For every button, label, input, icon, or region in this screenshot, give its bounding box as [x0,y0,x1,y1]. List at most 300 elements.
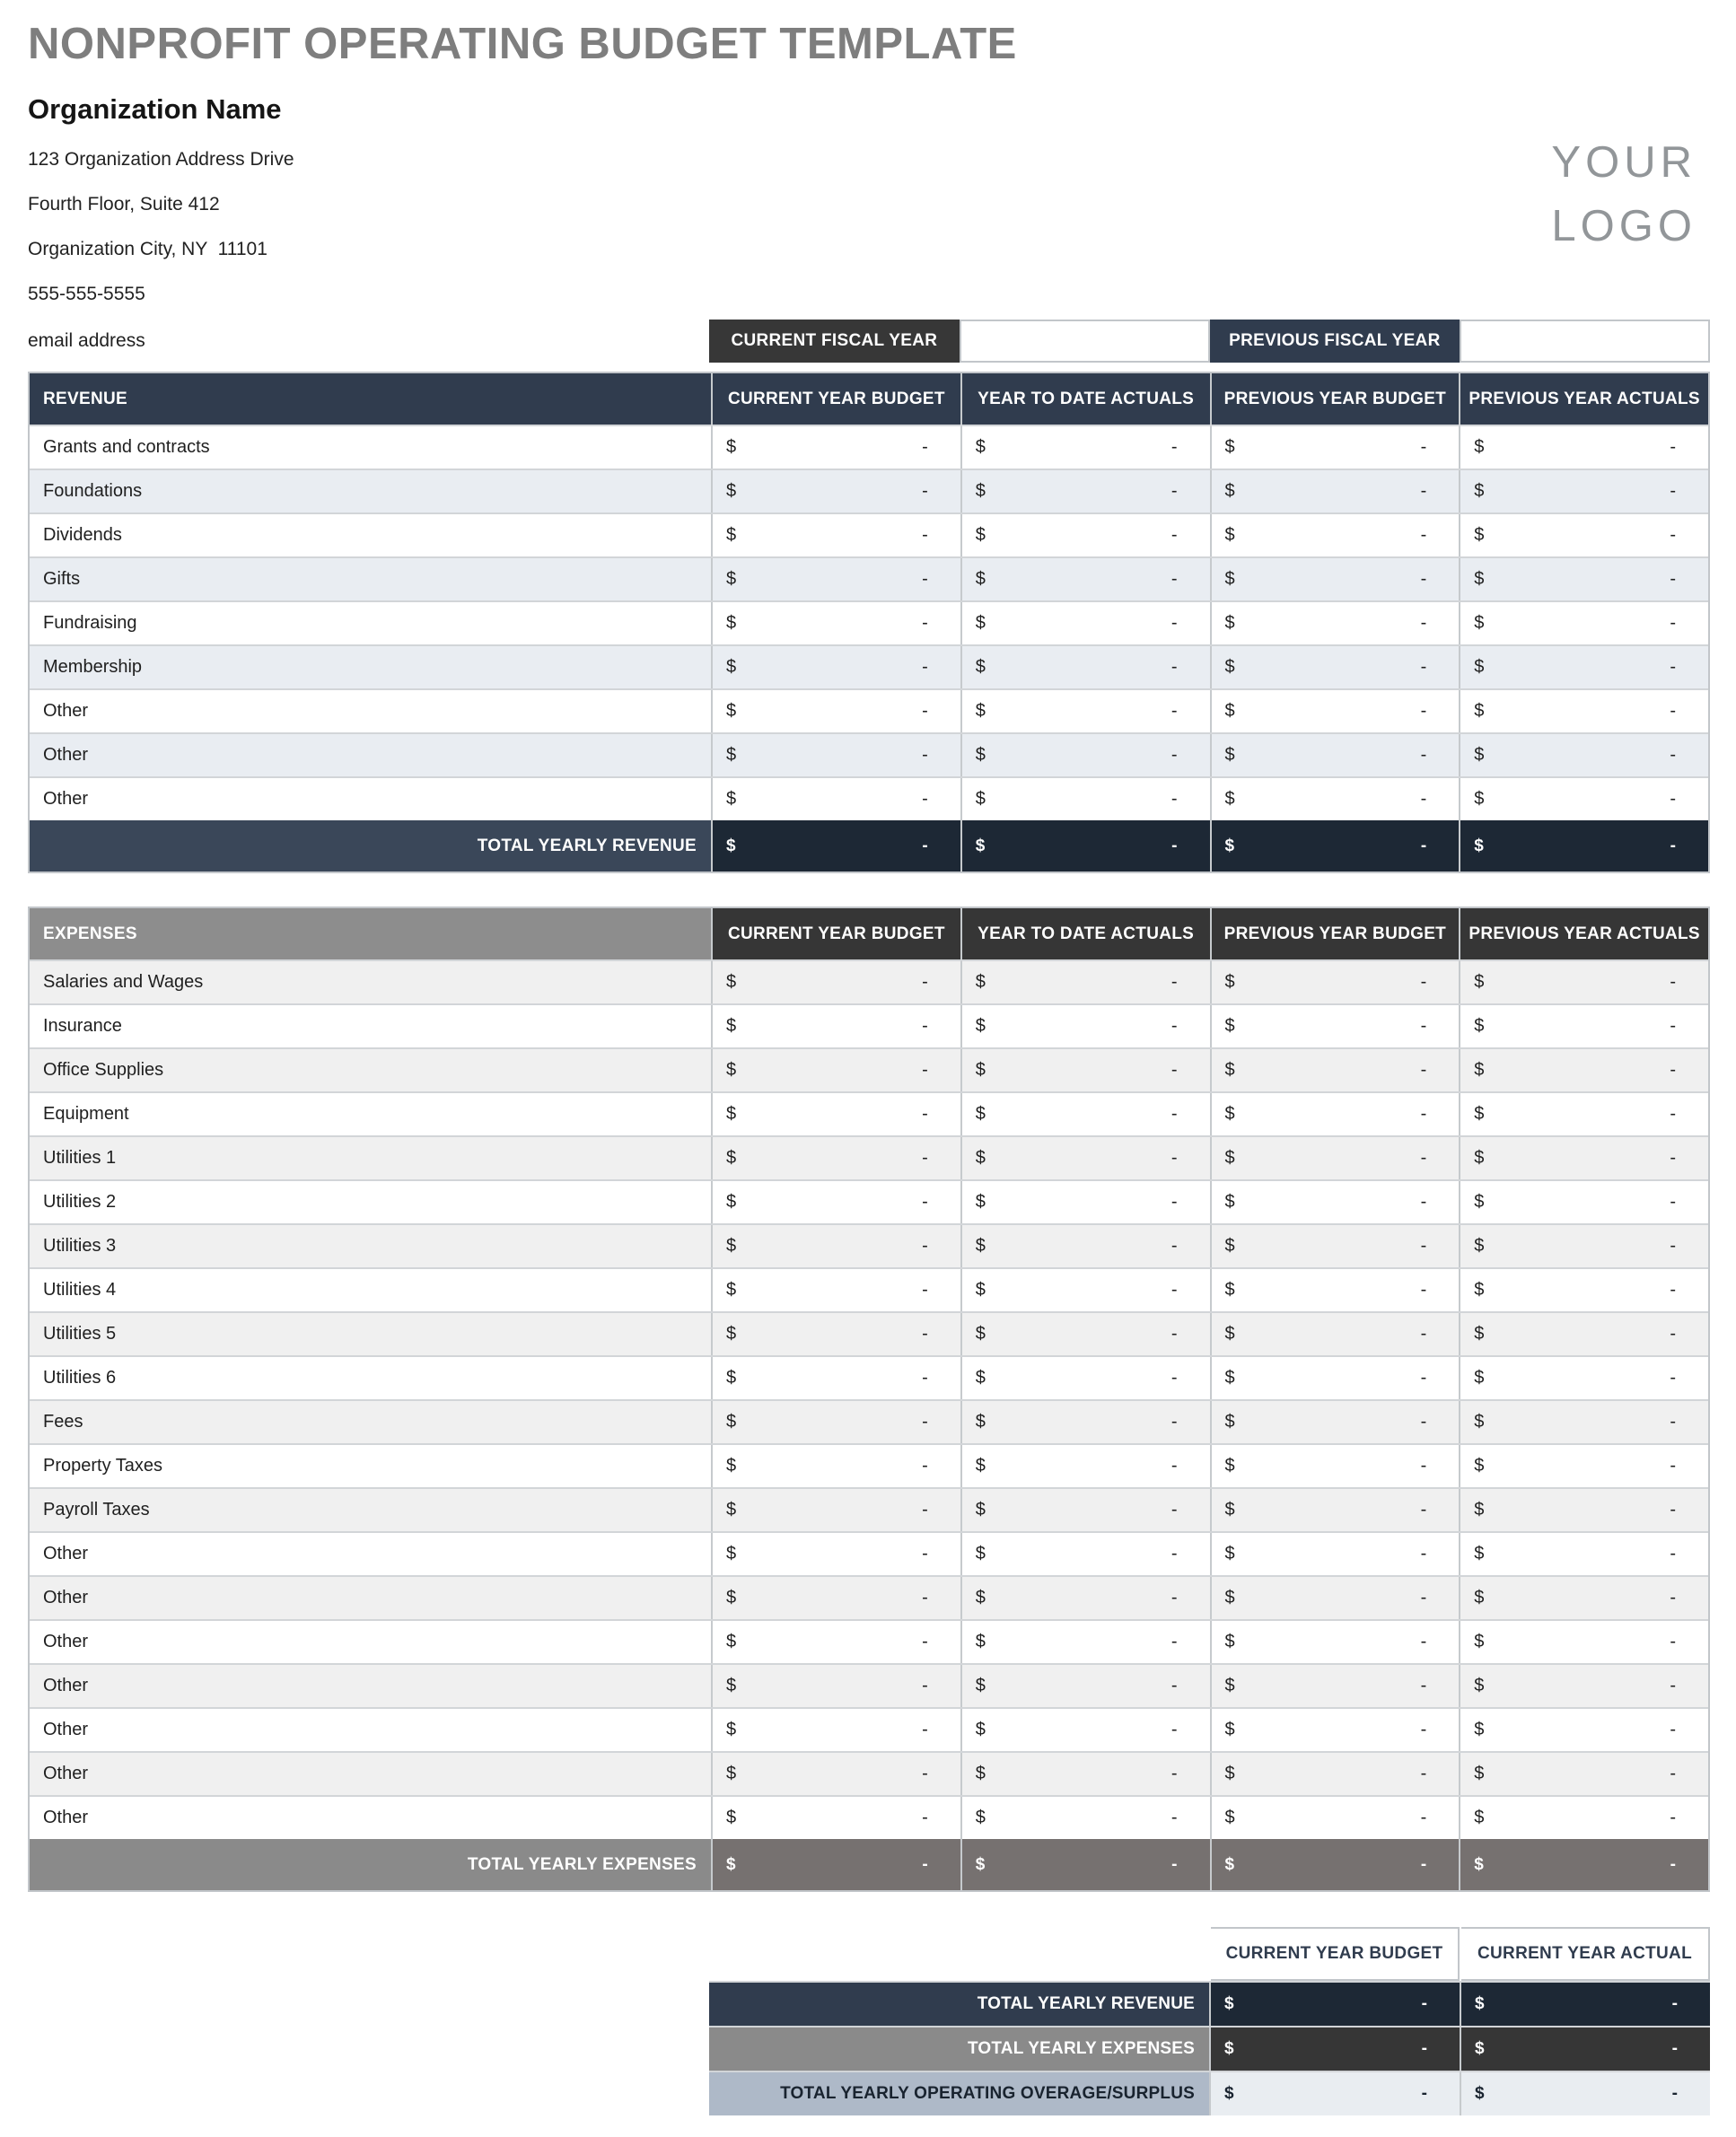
amount-cell[interactable] [711,426,960,469]
table-row [30,1179,1708,1223]
amount-cell[interactable] [960,1797,1210,1839]
amount-cell[interactable] [711,1357,960,1399]
row-label[interactable]: Other [43,1632,89,1651]
amount-cell[interactable] [960,646,1210,688]
amount-cell[interactable] [1459,778,1708,820]
total-amount-cell[interactable] [711,820,960,871]
currency-symbol: $ [726,1632,737,1651]
currency-symbol: $ [1474,1236,1485,1256]
currency-symbol: $ [1224,437,1235,457]
currency-symbol: $ [975,1368,986,1388]
currency-symbol: $ [726,1676,737,1695]
currency-symbol: $ [1474,1854,1484,1874]
amount-placeholder: - [922,1720,928,1739]
amount-placeholder: - [1671,1994,1678,2013]
summary-amount-cell[interactable] [1460,2028,1710,2071]
amount-cell[interactable] [1210,1621,1460,1663]
amount-cell[interactable] [711,646,960,688]
currency-symbol: $ [1224,2084,1234,2103]
total-amount-cell[interactable] [960,1839,1210,1890]
row-label[interactable]: Insurance [43,1016,122,1036]
amount-cell[interactable] [1459,1709,1708,1751]
amount-placeholder: - [1670,1236,1676,1256]
amount-cell[interactable] [711,1005,960,1047]
amount-cell[interactable] [1210,1709,1460,1751]
table-row [30,1487,1708,1531]
currency-symbol: $ [1474,1632,1485,1651]
email-fiscal-row [28,320,1710,363]
amount-placeholder: - [1170,1764,1178,1783]
row-label[interactable]: Equipment [43,1104,129,1124]
currency-symbol: $ [1474,437,1485,457]
currency-symbol: $ [1224,1588,1235,1607]
amount-cell[interactable] [1459,1401,1708,1443]
currency-symbol: $ [1224,1280,1235,1300]
amount-cell[interactable] [1459,1093,1708,1135]
amount-placeholder: - [1420,657,1427,677]
currency-symbol: $ [1474,1544,1485,1563]
row-label[interactable]: Other [43,1544,89,1563]
revenue-section-header: REVENUE [30,373,711,425]
amount-cell[interactable] [1459,1489,1708,1531]
previous-fiscal-year-input[interactable] [1460,320,1710,363]
amount-cell[interactable] [1459,1137,1708,1179]
currency-symbol: $ [1474,1368,1485,1388]
currency-symbol: $ [1224,481,1235,501]
row-label[interactable]: Property Taxes [43,1456,163,1476]
amount-cell[interactable] [711,1753,960,1795]
amount-cell[interactable] [1459,1005,1708,1047]
column-header-previous-year-budget: PREVIOUS YEAR BUDGET [1210,908,1460,959]
currency-symbol: $ [1224,701,1235,721]
amount-cell[interactable] [1459,1533,1708,1575]
current-fiscal-year-label: CURRENT FISCAL YEAR [709,320,960,363]
currency-symbol: $ [726,613,737,633]
amount-placeholder: - [1420,1236,1427,1256]
amount-cell[interactable] [960,1137,1210,1179]
amount-cell[interactable] [711,1709,960,1751]
amount-placeholder: - [1170,701,1178,721]
amount-cell[interactable] [1459,1797,1708,1839]
currency-symbol: $ [1475,2039,1485,2058]
currency-symbol: $ [1224,1456,1235,1476]
amount-placeholder: - [922,1588,928,1607]
currency-symbol: $ [1224,1236,1235,1256]
amount-cell[interactable] [960,1533,1210,1575]
previous-fiscal-year-label: PREVIOUS FISCAL YEAR [1210,320,1460,363]
expenses-total-label: TOTAL YEARLY EXPENSES [30,1839,711,1890]
row-label[interactable]: Payroll Taxes [43,1500,150,1520]
currency-symbol: $ [1224,1368,1235,1388]
org-email: email address [28,330,145,351]
amount-cell[interactable] [1459,1269,1708,1311]
amount-cell[interactable] [711,1049,960,1091]
summary-amount-cell[interactable] [1209,2072,1460,2115]
amount-placeholder: - [1170,1060,1178,1080]
expenses-total-row [30,1839,1708,1890]
currency-symbol: $ [975,1324,986,1344]
amount-cell[interactable] [960,1049,1210,1091]
amount-placeholder: - [1170,1544,1178,1563]
row-label[interactable]: Other [43,789,89,809]
amount-cell[interactable] [711,961,960,1003]
amount-cell[interactable] [1210,1401,1460,1443]
summary-row-total-expenses [709,2026,1710,2071]
amount-cell[interactable] [1210,1445,1460,1487]
table-row [30,776,1708,820]
row-label[interactable]: Gifts [43,569,81,589]
amount-cell[interactable] [1459,1445,1708,1487]
amount-cell[interactable] [1210,1049,1460,1091]
amount-cell[interactable] [1210,1665,1460,1707]
expenses-table [28,906,1710,1892]
row-label[interactable]: Other [43,1720,89,1739]
table-row [30,1003,1708,1047]
amount-cell[interactable] [1210,734,1460,776]
amount-placeholder: - [1170,745,1178,765]
amount-cell[interactable] [1459,1181,1708,1223]
currency-symbol: $ [1474,836,1484,855]
total-amount-cell[interactable] [1459,1839,1708,1890]
currency-symbol: $ [726,1324,737,1344]
amount-placeholder: - [1421,2039,1427,2058]
amount-cell[interactable] [1459,1313,1708,1355]
amount-cell[interactable] [711,514,960,556]
org-address-line3: Organization City, NY 11101 [28,239,267,259]
amount-cell[interactable] [711,1445,960,1487]
row-label[interactable]: Other [43,1676,89,1695]
table-row [30,1575,1708,1619]
currency-symbol: $ [975,1632,986,1651]
amount-cell[interactable] [960,470,1210,512]
amount-cell[interactable] [1210,690,1460,732]
currency-symbol: $ [975,1280,986,1300]
amount-cell[interactable] [711,1621,960,1663]
amount-cell[interactable] [960,961,1210,1003]
currency-symbol: $ [1224,569,1235,589]
amount-placeholder: - [1670,481,1676,501]
amount-placeholder: - [1170,525,1178,545]
currency-symbol: $ [1474,1500,1485,1520]
amount-placeholder: - [1670,613,1676,633]
row-label[interactable]: Utilities 3 [43,1236,117,1256]
amount-placeholder: - [922,569,928,589]
currency-symbol: $ [975,1236,986,1256]
amount-cell[interactable] [1459,690,1708,732]
total-amount-cell[interactable] [1210,1839,1460,1890]
currency-symbol: $ [1474,1764,1485,1783]
amount-cell[interactable] [711,690,960,732]
currency-symbol: $ [1224,1764,1235,1783]
row-label[interactable]: Other [43,1808,89,1827]
amount-cell[interactable] [960,1489,1210,1531]
amount-cell[interactable] [960,1621,1210,1663]
amount-cell[interactable] [960,1357,1210,1399]
total-amount-cell[interactable] [711,1839,960,1890]
currency-symbol: $ [726,657,737,677]
amount-cell[interactable] [1459,1357,1708,1399]
currency-symbol: $ [1474,1720,1485,1739]
row-label[interactable]: Utilities 5 [43,1324,117,1344]
amount-placeholder: - [1670,972,1676,992]
current-fiscal-year-input[interactable] [960,320,1210,363]
summary-amount-cell[interactable] [1460,1983,1710,2026]
amount-cell[interactable] [711,734,960,776]
amount-placeholder: - [1170,1104,1178,1124]
amount-cell[interactable] [711,1665,960,1707]
table-row [30,1223,1708,1267]
amount-cell[interactable] [960,1445,1210,1487]
amount-cell[interactable] [960,1225,1210,1267]
row-label[interactable]: Grants and contracts [43,437,210,457]
currency-symbol: $ [726,745,737,765]
currency-symbol: $ [1224,745,1235,765]
currency-symbol: $ [975,1500,986,1520]
amount-placeholder: - [922,613,928,633]
amount-cell[interactable] [1210,778,1460,820]
amount-placeholder: - [1670,1104,1676,1124]
currency-symbol: $ [1224,1720,1235,1739]
amount-placeholder: - [1420,569,1427,589]
amount-placeholder: - [1420,437,1427,457]
table-row [30,556,1708,600]
amount-placeholder: - [1671,2039,1678,2058]
total-amount-cell[interactable] [960,820,1210,871]
currency-symbol: $ [1475,1994,1485,2013]
amount-cell[interactable] [1210,1137,1460,1179]
currency-symbol: $ [1224,1148,1235,1168]
amount-cell[interactable] [960,602,1210,644]
row-label[interactable]: Other [43,745,89,765]
amount-placeholder: - [1170,1368,1178,1388]
amount-placeholder: - [1170,1324,1178,1344]
currency-symbol: $ [1224,613,1235,633]
amount-cell[interactable] [711,558,960,600]
amount-cell[interactable] [1210,514,1460,556]
amount-cell[interactable] [1459,1753,1708,1795]
amount-cell[interactable] [1459,602,1708,644]
amount-placeholder: - [1670,657,1676,677]
currency-symbol: $ [975,1104,986,1124]
amount-cell[interactable] [711,1577,960,1619]
amount-cell[interactable] [1459,734,1708,776]
amount-placeholder: - [1171,1854,1178,1874]
row-label[interactable]: Utilities 1 [43,1148,117,1168]
total-amount-cell[interactable] [1210,820,1460,871]
amount-cell[interactable] [960,1005,1210,1047]
row-label[interactable]: Other [43,701,89,721]
amount-cell[interactable] [1459,1225,1708,1267]
amount-cell[interactable] [711,1269,960,1311]
amount-placeholder: - [922,789,928,809]
table-row [30,425,1708,469]
amount-cell[interactable] [1210,1181,1460,1223]
total-amount-cell[interactable] [1459,820,1708,871]
amount-cell[interactable] [960,1269,1210,1311]
amount-cell[interactable] [1459,1621,1708,1663]
amount-placeholder: - [1170,613,1178,633]
table-row [30,732,1708,776]
table-row [30,1619,1708,1663]
row-label[interactable]: Dividends [43,525,122,545]
amount-placeholder: - [1420,1104,1427,1124]
row-label[interactable]: Fundraising [43,613,137,633]
row-label[interactable]: Other [43,1764,89,1783]
summary-amount-cell[interactable] [1209,2028,1460,2071]
row-label[interactable]: Membership [43,657,143,677]
amount-cell[interactable] [1210,646,1460,688]
amount-cell[interactable] [711,602,960,644]
amount-cell[interactable] [1210,1005,1460,1047]
amount-placeholder: - [922,437,928,457]
amount-cell[interactable] [711,1181,960,1223]
amount-cell[interactable] [1210,961,1460,1003]
amount-placeholder: - [1420,1764,1427,1783]
amount-cell[interactable] [711,1533,960,1575]
amount-cell[interactable] [1210,558,1460,600]
row-label[interactable]: Other [43,1588,89,1607]
currency-symbol: $ [1474,789,1485,809]
currency-symbol: $ [1224,1854,1235,1874]
amount-cell[interactable] [1210,1753,1460,1795]
currency-symbol: $ [1224,1500,1235,1520]
amount-cell[interactable] [711,470,960,512]
amount-cell[interactable] [960,1753,1210,1795]
amount-cell[interactable] [711,1137,960,1179]
amount-cell[interactable] [960,1709,1210,1751]
currency-symbol: $ [1474,1148,1485,1168]
currency-symbol: $ [726,836,736,855]
amount-placeholder: - [1420,701,1427,721]
amount-cell[interactable] [1210,1269,1460,1311]
amount-cell[interactable] [1459,1049,1708,1091]
amount-cell[interactable] [1210,1225,1460,1267]
amount-cell[interactable] [1459,558,1708,600]
amount-cell[interactable] [1210,1533,1460,1575]
amount-placeholder: - [1670,437,1676,457]
currency-symbol: $ [726,789,737,809]
row-label[interactable]: Fees [43,1412,83,1432]
amount-cell[interactable] [1210,1093,1460,1135]
amount-placeholder: - [1420,972,1427,992]
amount-placeholder: - [1421,2084,1427,2103]
amount-cell[interactable] [711,1225,960,1267]
amount-cell[interactable] [960,426,1210,469]
currency-symbol: $ [1474,525,1485,545]
amount-cell[interactable] [1210,426,1460,469]
amount-placeholder: - [1670,1456,1676,1476]
summary-amount-cell[interactable] [1460,2072,1710,2115]
currency-symbol: $ [1224,1192,1235,1212]
amount-placeholder: - [1420,1720,1427,1739]
amount-placeholder: - [1670,1324,1676,1344]
amount-cell[interactable] [1459,1577,1708,1619]
amount-cell[interactable] [1210,1313,1460,1355]
amount-cell[interactable] [1459,961,1708,1003]
summary-amount-cell[interactable] [1209,1983,1460,2026]
amount-placeholder: - [1670,1544,1676,1563]
amount-cell[interactable] [1210,1577,1460,1619]
amount-placeholder: - [922,1280,928,1300]
amount-placeholder: - [1670,1808,1676,1827]
amount-cell[interactable] [960,1577,1210,1619]
amount-cell[interactable] [960,1093,1210,1135]
currency-symbol: $ [1474,1456,1485,1476]
currency-symbol: $ [1224,836,1235,855]
amount-cell[interactable] [960,690,1210,732]
amount-placeholder: - [1670,525,1676,545]
amount-cell[interactable] [960,778,1210,820]
currency-symbol: $ [726,437,737,457]
row-label[interactable]: Office Supplies [43,1060,164,1080]
amount-cell[interactable] [1459,646,1708,688]
row-label[interactable]: Foundations [43,481,143,501]
amount-cell[interactable] [960,1313,1210,1355]
amount-cell[interactable] [960,558,1210,600]
amount-placeholder: - [1420,481,1427,501]
row-label[interactable]: Salaries and Wages [43,972,204,992]
amount-cell[interactable] [1210,1357,1460,1399]
amount-placeholder: - [1420,1808,1427,1827]
currency-symbol: $ [1474,1588,1485,1607]
amount-cell[interactable] [1459,514,1708,556]
amount-cell[interactable] [1459,1665,1708,1707]
amount-placeholder: - [1420,1456,1427,1476]
amount-cell[interactable] [960,1665,1210,1707]
amount-placeholder: - [1170,1676,1178,1695]
table-row [30,1751,1708,1795]
amount-cell[interactable] [711,778,960,820]
amount-placeholder: - [922,701,928,721]
amount-cell[interactable] [960,514,1210,556]
amount-cell[interactable] [1210,1489,1460,1531]
table-row [30,1443,1708,1487]
table-row [30,1091,1708,1135]
row-label[interactable]: Utilities 4 [43,1280,117,1300]
amount-cell[interactable] [960,1181,1210,1223]
amount-placeholder: - [1420,1588,1427,1607]
amount-cell[interactable] [711,1489,960,1531]
row-label[interactable]: Utilities 2 [43,1192,117,1212]
amount-cell[interactable] [960,734,1210,776]
amount-placeholder: - [1670,745,1676,765]
amount-cell[interactable] [1210,1797,1460,1839]
column-header-year-to-date-actuals: YEAR TO DATE ACTUALS [960,373,1210,425]
amount-cell[interactable] [711,1093,960,1135]
amount-placeholder: - [1170,1016,1178,1036]
amount-cell[interactable] [711,1401,960,1443]
column-header-previous-year-actuals: PREVIOUS YEAR ACTUALS [1459,373,1708,425]
currency-symbol: $ [975,972,986,992]
amount-cell[interactable] [1210,470,1460,512]
amount-cell[interactable] [1459,426,1708,469]
currency-symbol: $ [975,745,986,765]
row-label[interactable]: Utilities 6 [43,1368,117,1388]
amount-cell[interactable] [960,1401,1210,1443]
amount-placeholder: - [1170,569,1178,589]
amount-cell[interactable] [1210,602,1460,644]
amount-placeholder: - [1420,1854,1427,1874]
amount-cell[interactable] [711,1797,960,1839]
table-row [30,512,1708,556]
amount-placeholder: - [1420,1324,1427,1344]
summary-row-label: TOTAL YEARLY OPERATING OVERAGE/SURPLUS [709,2072,1209,2115]
amount-cell[interactable] [1459,470,1708,512]
currency-symbol: $ [1474,569,1485,589]
amount-placeholder: - [1170,1280,1178,1300]
currency-symbol: $ [975,525,986,545]
amount-cell[interactable] [711,1313,960,1355]
